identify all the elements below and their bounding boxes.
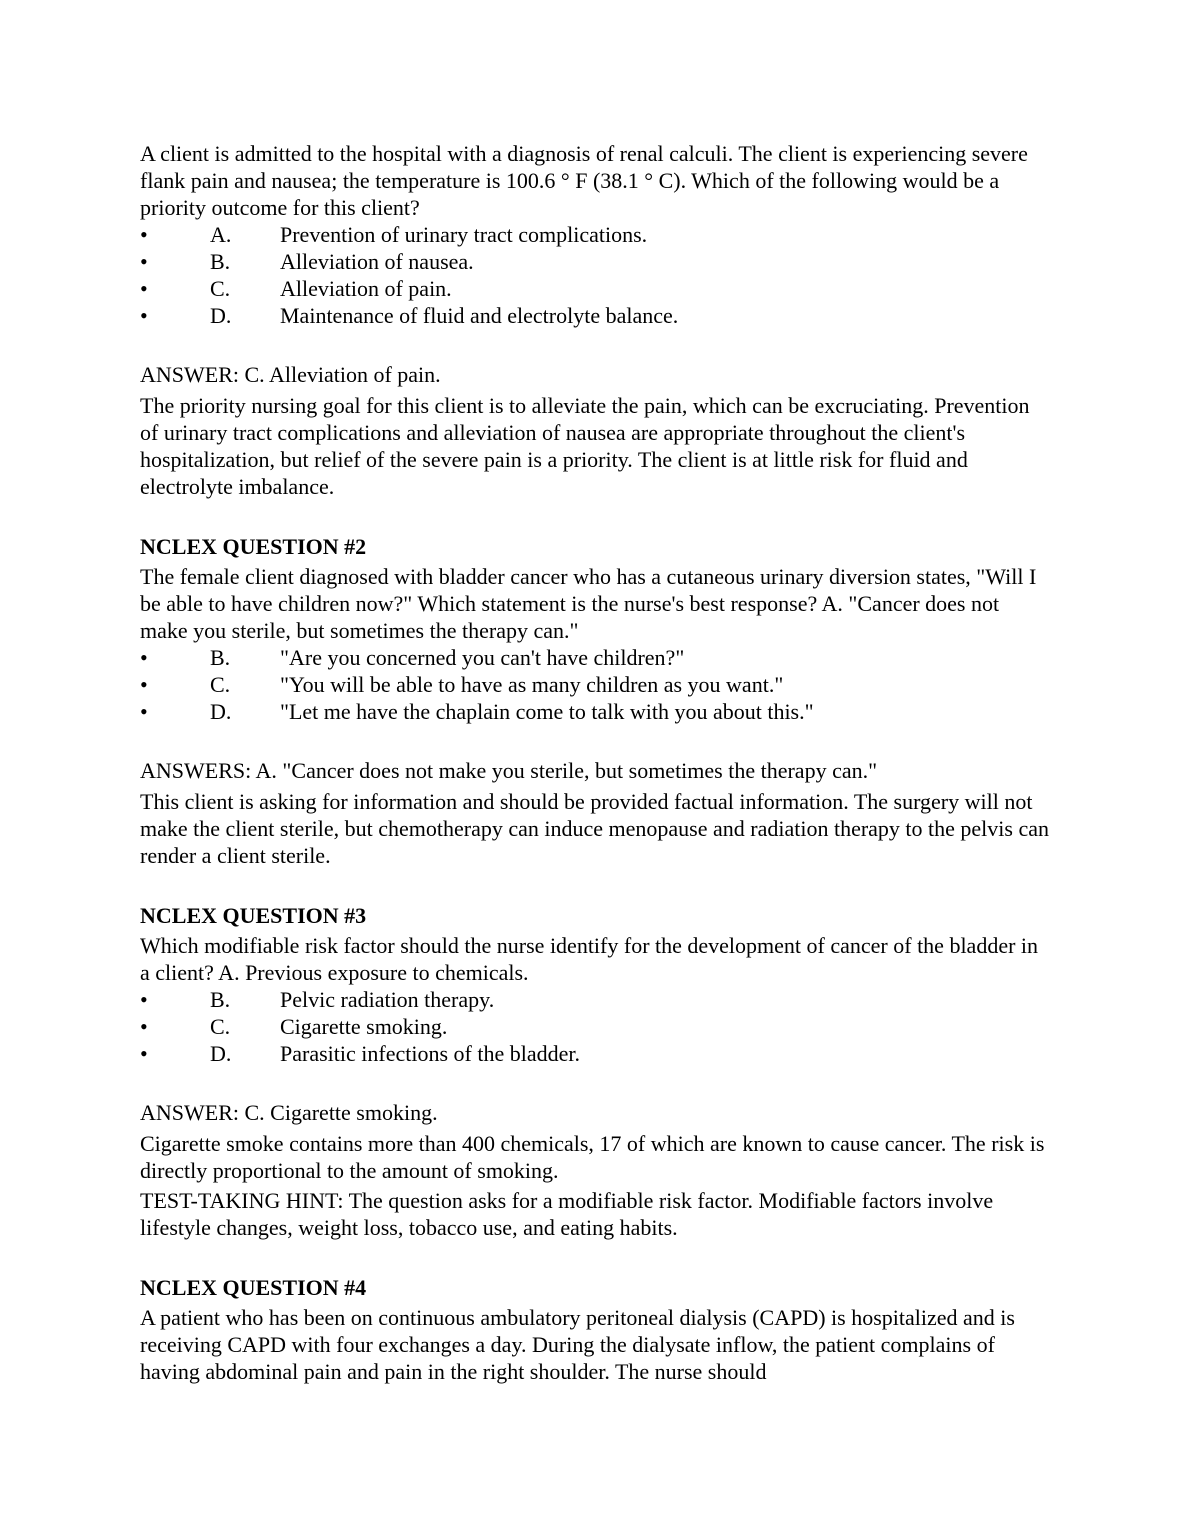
question-stem: A client is admitted to the hospital with a diagnosis of renal calculi. The client is experiencing severe flank pain and nausea; the temperature is 100.6 ° F (38.1 ° C). Which of the following would be a priority outcome for this client? [140, 141, 1028, 220]
option-text: "Let me have the chaplain come to talk with you about this." [280, 699, 814, 724]
bullet: • [140, 222, 148, 247]
option-text: Pelvic radiation therapy. [280, 987, 495, 1012]
option-text: Cigarette smoking. [280, 1014, 448, 1039]
option-text: "Are you concerned you can't have children?" [280, 645, 685, 670]
bullet: • [140, 303, 148, 328]
option-text: "You will be able to have as many children as you want." [280, 672, 784, 697]
option-letter: B. [210, 645, 231, 670]
rationale: The priority nursing goal for this client is to alleviate the pain, which can be excruciating. Prevention of urinary tract complications and alleviation of nausea are appropriate throughout the client's hospitalization, but relief of the severe pain is a priority. The client is at little risk for fluid and electrolyte imbalance. [140, 393, 1030, 499]
option-a [140, 221, 1050, 248]
option-text: Parasitic infections of the bladder. [280, 1041, 580, 1066]
option-letter: D. [210, 1041, 232, 1066]
rationale: This client is asking for information and should be provided factual information. The surgery will not make the client sterile, but chemotherapy can induce menopause and radiation therapy to the pelvis can render a client sterile. [140, 789, 1049, 868]
option-b [140, 644, 1050, 671]
answer-line: ANSWER: C. Alleviation of pain. [140, 362, 441, 387]
option-letter: C. [210, 672, 231, 697]
option-letter: C. [210, 1014, 231, 1039]
question-heading: NCLEX QUESTION #3 [140, 903, 367, 928]
option-text: Maintenance of fluid and electrolyte balance. [280, 303, 679, 328]
bullet: • [140, 1041, 148, 1066]
option-letter: B. [210, 987, 231, 1012]
option-letter: A. [210, 222, 232, 247]
option-text: Alleviation of nausea. [280, 249, 474, 274]
option-c [140, 671, 1050, 698]
bullet: • [140, 987, 148, 1012]
option-c [140, 1013, 1050, 1040]
question-heading: NCLEX QUESTION #4 [140, 1275, 367, 1300]
question-heading: NCLEX QUESTION #2 [140, 534, 367, 559]
bullet: • [140, 645, 148, 670]
question-stem: The female client diagnosed with bladder cancer who has a cutaneous urinary diversion states, "Will I be able to have children now?" Which statement is the nurse's best response? A. "Cancer does not make you sterile, but sometimes the therapy can." [140, 564, 1037, 643]
bullet: • [140, 249, 148, 274]
bullet: • [140, 276, 148, 301]
option-text: Prevention of urinary tract complications. [280, 222, 648, 247]
question-4 [140, 1274, 1050, 1385]
bullet: • [140, 672, 148, 697]
question-2 [140, 533, 1050, 869]
option-b [140, 986, 1050, 1013]
bullet: • [140, 1014, 148, 1039]
test-taking-hint: TEST-TAKING HINT: The question asks for a modifiable risk factor. Modifiable factors involve lifestyle changes, weight loss, tobacco use, and eating habits. [140, 1188, 994, 1240]
option-c [140, 275, 1050, 302]
rationale: Cigarette smoke contains more than 400 chemicals, 17 of which are known to cause cancer. The risk is directly proportional to the amount of smoking. [140, 1131, 1045, 1183]
answer-line: ANSWERS: A. "Cancer does not make you sterile, but sometimes the therapy can." [140, 758, 878, 783]
option-text: Alleviation of pain. [280, 276, 452, 301]
option-letter: D. [210, 699, 232, 724]
option-d [140, 302, 1050, 329]
answer-line: ANSWER: C. Cigarette smoking. [140, 1100, 438, 1125]
option-d [140, 1040, 1050, 1067]
bullet: • [140, 699, 148, 724]
option-letter: B. [210, 249, 231, 274]
question-stem: Which modifiable risk factor should the nurse identify for the development of cancer of the bladder in a client? A. Previous exposure to chemicals. [140, 933, 1039, 985]
question-stem: A patient who has been on continuous ambulatory peritoneal dialysis (CAPD) is hospitalized and is receiving CAPD with four exchanges a day. During the dialysate inflow, the patient complains of having abdominal pain and pain in the right shoulder. The nurse should [140, 1305, 1015, 1384]
option-letter: C. [210, 276, 231, 301]
question-3 [140, 902, 1050, 1241]
option-b [140, 248, 1050, 275]
question-1 [140, 140, 1050, 500]
option-letter: D. [210, 303, 232, 328]
option-d [140, 698, 1050, 725]
